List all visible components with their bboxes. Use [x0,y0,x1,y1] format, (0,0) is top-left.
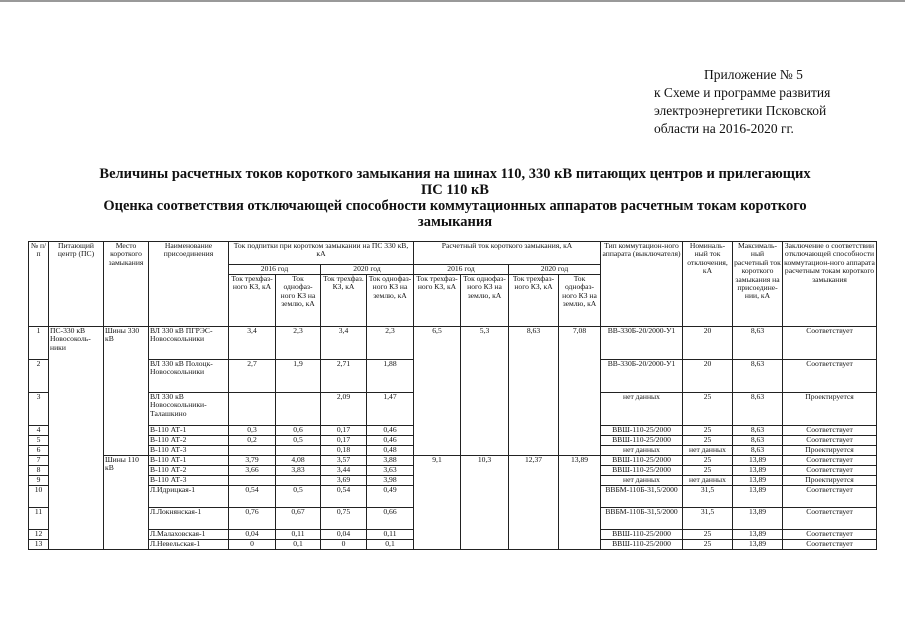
cell-value: 0,6 [276,426,321,436]
cell-type: нет данных [601,446,683,456]
col-header-single-phase: Ток однофаз-ного КЗ на землю, кА [367,275,414,327]
cell-type: нет данных [601,393,683,426]
cell-value [229,393,276,426]
cell-max: 8,63 [733,436,783,446]
cell-value: 0 [321,540,367,550]
cell-value: 3,98 [367,476,414,486]
cell-value: 0 [229,540,276,550]
title-line: ПС 110 кВ [421,182,489,198]
cell-value: 0,11 [367,530,414,540]
cell-type: ВВБМ-110Б-31,5/2000 [601,486,683,508]
cell-conclusion: Соответствует [783,508,877,530]
cell-max: 8,63 [733,360,783,393]
cell-value: 3,4 [321,327,367,360]
cell-max: 13,89 [733,530,783,540]
cell-value: 2,71 [321,360,367,393]
cell-max: 13,89 [733,456,783,466]
cell-value: 0,49 [367,486,414,508]
col-header-three-phase: Ток трехфаз-ного КЗ, кА [229,275,276,327]
cell-nominal: 25 [683,530,733,540]
cell-value: 2,3 [367,327,414,360]
cell-conclusion: Проектируется [783,476,877,486]
cell-num: 6 [29,446,49,456]
cell-calc-value: 9,1 [414,456,461,550]
cell-nominal: 25 [683,540,733,550]
col-header-num: № п/п [29,242,49,327]
cell-value: 0,5 [276,486,321,508]
cell-value: 3,88 [367,456,414,466]
cell-num: 11 [29,508,49,530]
cell-connection: Л.Малаховская-1 [149,530,229,540]
col-header-type: Тип коммутацион-ного аппарата (выключателя) [601,242,683,327]
col-header-connection: Наименование присоединения [149,242,229,327]
table-row [29,456,877,466]
cell-connection: В-110 АТ-3 [149,446,229,456]
cell-value: 0,2 [229,436,276,446]
col-header-single-phase: Ток однофаз-ного КЗ на землю, кА [276,275,321,327]
col-header-year-2016: 2016 год [414,265,509,275]
cell-value: 3,57 [321,456,367,466]
cell-max: 8,63 [733,426,783,436]
cell-connection: ВЛ 330 кВ ПГРЭС-Новосокольники [149,327,229,360]
cell-place: Шины 330 кВ [104,327,149,456]
cell-value: 3,44 [321,466,367,476]
cell-conclusion: Соответствует [783,426,877,436]
cell-connection: В-110 АТ-1 [149,426,229,436]
cell-num: 10 [29,486,49,508]
cell-value: 0,67 [276,508,321,530]
cell-value: 0,54 [229,486,276,508]
cell-type: ВВШ-110-25/2000 [601,466,683,476]
cell-place: Шины 110 кВ [104,456,149,550]
cell-conclusion: Проектируется [783,446,877,456]
cell-max: 8,63 [733,327,783,360]
cell-value: 0,3 [229,426,276,436]
cell-num: 12 [29,530,49,540]
cell-value [229,476,276,486]
cell-conclusion: Соответствует [783,530,877,540]
cell-nominal: 31,5 [683,508,733,530]
cell-type: ВВ-330Б-20/2000-У1 [601,327,683,360]
cell-value: 0,17 [321,426,367,436]
cell-type: ВВШ-110-25/2000 [601,540,683,550]
col-header-calc-three: Ток трехфаз-ного КЗ, кА [509,275,559,327]
col-header-max: Максималь-ный расчетный ток короткого замыкания на присоедине-нии, кА [733,242,783,327]
col-header-year-2016: 2016 год [229,265,321,275]
cell-value: 2,09 [321,393,367,426]
cell-max: 8,63 [733,446,783,456]
cell-type: ВВШ-110-25/2000 [601,530,683,540]
cell-value: 1,47 [367,393,414,426]
cell-value: 0,46 [367,436,414,446]
col-header-conclusion: Заключение о соответствии отключающей способности коммутацион-ного аппарата расчетным токам короткого замыкания [783,242,877,327]
cell-calc-value: 12,37 [509,456,559,550]
cell-calc-value: 10,3 [461,456,509,550]
cell-num: 1 [29,327,49,360]
cell-value: 0,11 [276,530,321,540]
col-header-calc-group: Расчетный ток короткого замыкания, кА [414,242,601,265]
cell-type: ВВБМ-110Б-31,5/2000 [601,508,683,530]
cell-nominal: 31,5 [683,486,733,508]
cell-value [276,446,321,456]
cell-max: 13,89 [733,466,783,476]
cell-value: 3,63 [367,466,414,476]
col-header-calc-single: Ток однофаз-ного КЗ на землю, кА [559,275,601,327]
cell-nominal: 25 [683,466,733,476]
cell-num: 4 [29,426,49,436]
col-header-center: Питающий центр (ПС) [49,242,104,327]
cell-value: 0,46 [367,426,414,436]
cell-value: 0,48 [367,446,414,456]
cell-conclusion: Соответствует [783,466,877,476]
cell-connection: В-110 АТ-3 [149,476,229,486]
cell-value: 0,76 [229,508,276,530]
cell-conclusion: Соответствует [783,540,877,550]
cell-center: ПС-330 кВ Новосоколь-ники [49,327,104,550]
cell-value [276,476,321,486]
cell-value: 3,83 [276,466,321,476]
cell-nominal: 25 [683,393,733,426]
cell-calc-value: 8,63 [509,327,559,456]
cell-value: 2,7 [229,360,276,393]
cell-value: 0,1 [367,540,414,550]
cell-connection: В-110 АТ-1 [149,456,229,466]
cell-value: 3,4 [229,327,276,360]
col-header-three-phase: Ток трехфаз. КЗ, кА [321,275,367,327]
cell-value: 0,18 [321,446,367,456]
cell-max: 13,89 [733,508,783,530]
cell-conclusion: Проектируется [783,393,877,426]
cell-connection: Л.Невельская-1 [149,540,229,550]
cell-value: 0,54 [321,486,367,508]
cell-value: 2,3 [276,327,321,360]
title-line: замыкания [417,214,493,230]
short-circuit-table [28,241,877,550]
cell-conclusion: Соответствует [783,436,877,446]
cell-connection: Л.Локнянская-1 [149,508,229,530]
cell-num: 9 [29,476,49,486]
cell-value: 0,17 [321,436,367,446]
cell-connection: В-110 АТ-2 [149,436,229,446]
cell-value: 3,66 [229,466,276,476]
cell-max: 8,63 [733,393,783,426]
cell-nominal: 25 [683,436,733,446]
cell-calc-value: 6,5 [414,327,461,456]
cell-calc-value: 5,3 [461,327,509,456]
cell-value: 0,1 [276,540,321,550]
cell-nominal: 20 [683,360,733,393]
cell-max: 13,89 [733,476,783,486]
cell-value: 1,88 [367,360,414,393]
table-body [29,327,877,550]
cell-type: ВВШ-110-25/2000 [601,456,683,466]
cell-value [229,446,276,456]
cell-nominal: 25 [683,426,733,436]
cell-value: 3,79 [229,456,276,466]
col-header-year-2020: 2020 год [321,265,414,275]
cell-num: 3 [29,393,49,426]
document-title [60,166,850,230]
cell-value: 0,04 [321,530,367,540]
col-header-nominal: Номиналь-ный ток отключения, кА [683,242,733,327]
appendix-note [654,66,894,138]
col-header-feed-group: Ток подпитки при коротком замыкании на ПС 330 кВ, кА [229,242,414,265]
cell-type: ВВШ-110-25/2000 [601,426,683,436]
cell-num: 5 [29,436,49,446]
cell-type: ВВ-330Б-20/2000-У1 [601,360,683,393]
cell-value: 4,08 [276,456,321,466]
cell-value [276,393,321,426]
cell-conclusion: Соответствует [783,486,877,508]
cell-nominal: 20 [683,327,733,360]
title-line: Оценка соответствия отключающей способности коммутационных аппаратов расчетным токам короткого [103,198,807,214]
cell-value: 1,9 [276,360,321,393]
cell-value: 0,5 [276,436,321,446]
cell-connection: Л.Идрицкая-1 [149,486,229,508]
scan-top-edge [0,0,905,2]
table-row [29,327,877,360]
appendix-line: области на 2016-2020 гг. [654,121,794,136]
cell-nominal: нет данных [683,446,733,456]
cell-type: ВВШ-110-25/2000 [601,436,683,446]
cell-conclusion: Соответствует [783,327,877,360]
cell-max: 13,89 [733,486,783,508]
cell-max: 13,89 [733,540,783,550]
col-header-year-2020: 2020 год [509,265,601,275]
cell-type: нет данных [601,476,683,486]
appendix-line: к Схеме и программе развития [654,85,831,100]
cell-conclusion: Соответствует [783,456,877,466]
col-header-place: Место короткого замыкания [104,242,149,327]
cell-calc-value: 7,08 [559,327,601,456]
cell-value: 0,75 [321,508,367,530]
cell-conclusion: Соответствует [783,360,877,393]
cell-value: 3,69 [321,476,367,486]
cell-num: 13 [29,540,49,550]
cell-num: 8 [29,466,49,476]
cell-nominal: 25 [683,456,733,466]
appendix-line: электроэнергетики Псковской [654,103,827,118]
cell-calc-value: 13,89 [559,456,601,550]
col-header-calc-single: Ток однофаз-ного КЗ на землю, кА [461,275,509,327]
cell-connection: ВЛ 330 кВ Новосокольники-Талашкино [149,393,229,426]
appendix-number: Приложение № 5 [704,67,803,82]
cell-value: 0,04 [229,530,276,540]
cell-connection: ВЛ 330 кВ Полоцк-Новосокольники [149,360,229,393]
cell-nominal: нет данных [683,476,733,486]
col-header-calc-three: Ток трехфаз-ного КЗ, кА [414,275,461,327]
cell-num: 7 [29,456,49,466]
cell-value: 0,66 [367,508,414,530]
cell-num: 2 [29,360,49,393]
cell-connection: В-110 АТ-2 [149,466,229,476]
title-line: Величины расчетных токов короткого замыкания на шинах 110, 330 кВ питающих центров и прилегающих [99,166,811,182]
